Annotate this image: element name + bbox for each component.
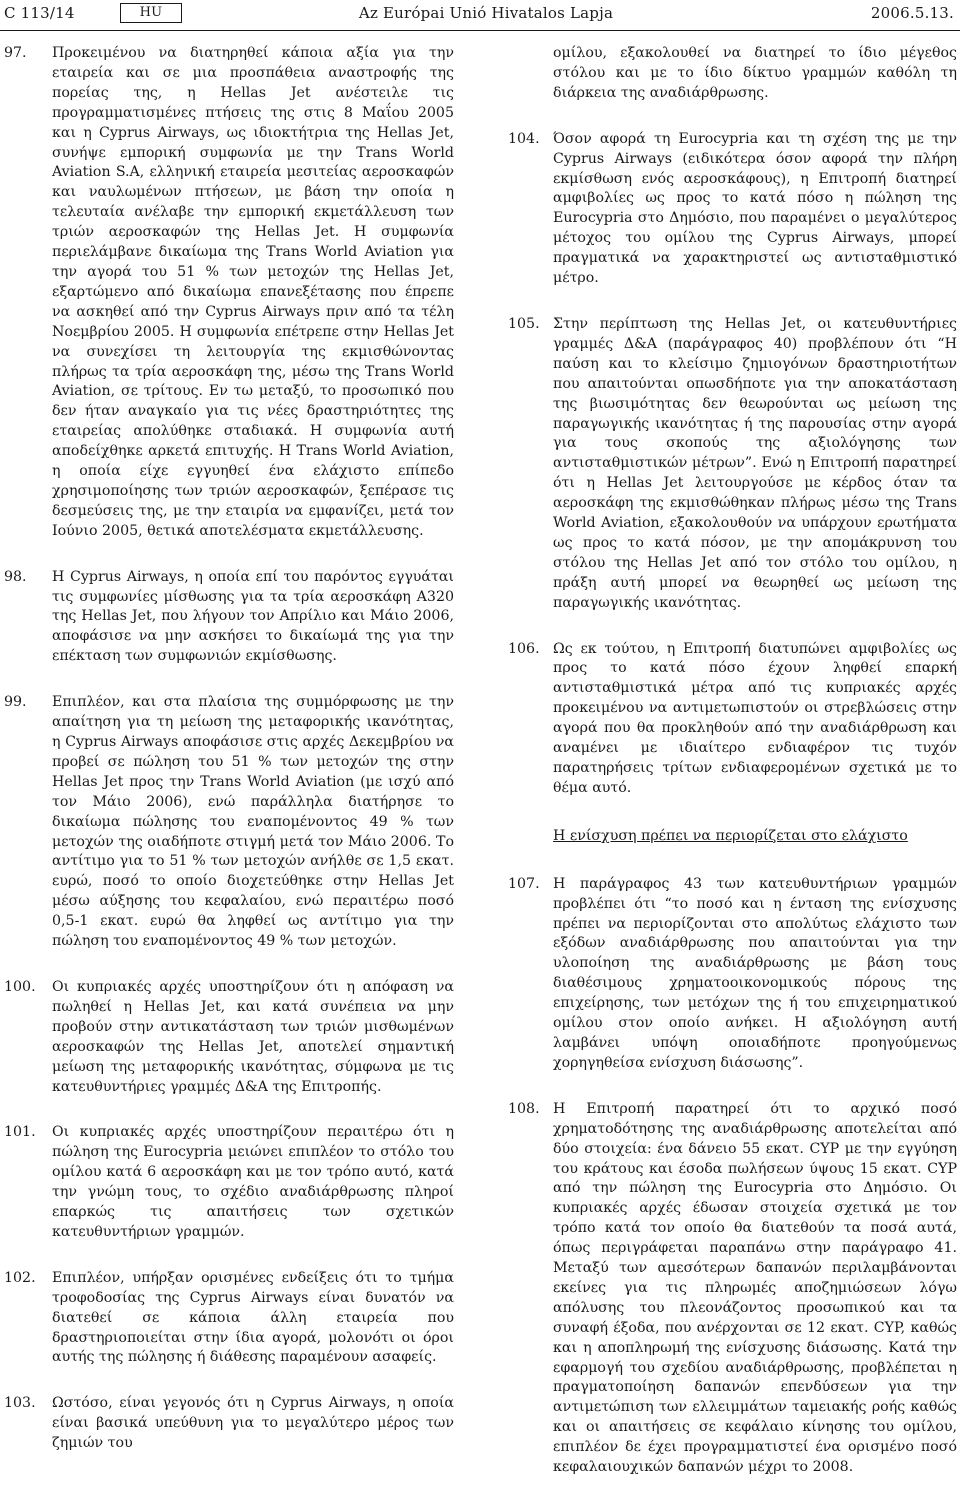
paragraph-text: Η Επιτροπή παρατηρεί ότι το αρχικό ποσό χρηματοδότησης της αναδιάρθρωσης αποτελείται από δύο στοιχεία: ένα δάνειο 55 εκατ. CYP με την εγγύηση του κράτους και έσοδα πωλήσεων ύψους 15 εκατ. CYP από την πώληση της Eurocypria στο Δημόσιο. Οι κυπριακές αρχές έδωσαν στοιχεία σχετικά με τον τρόπο κατά τον οποίο θα διατεθούν τα ποσά αυτά, όπως περιγράφεται παραπάνω στην παράγραφο 41. Μεταξύ των αμεσότερων δαπανών περιλαμβάνονται εκείνες για τις πληρωμές αποζημιώσεων λόγω απόλυσης του πλεονάζοντος προσωπικού και τα συναφή έξοδα, που ανέρχονται σε 12 εκατ. CYP, καθώς και η αποπληρωμή της ενίσχυσης διάσωσης. Κατά την εφαρμογή του σχεδίου αναδιάρθρωσης, προβλέπεται η πραγματοποίηση δαπανών επενδύσεων για την αντιμετώπιση των ελλειμμάτων ταμειακής ροής καθώς και οι απαιτήσεις σε κεφάλαιο κίνησης του ομίλου, επιπλέον δε έχει προγραμματιστεί ένα ορισμένο ποσό κεφαλαιουχικών δαπανών μέχρι το 2008. [553, 1100, 957, 1476]
paragraph-text: Στην περίπτωση της Hellas Jet, οι κατευθυντήριες γραμμές Δ&A (παράγραφος 40) προβλέπουν ότι “Η παύση και το κλείσιμο ζημιογόνων δραστηριοτήτων που απαιτούνται οπωσδήποτε για την αποκατάσταση της βιωσιμότητας δεν θεωρούνται ως μείωση της παραγωγικής ικανότητας ή της παρουσίας στην αγορά για τους σκοπούς της αξιολόγησης των αντισταθμιστικών μέτρων”. Ενώ η Επιτροπή παρατηρεί ότι η Hellas Jet λειτουργούσε με κέρδος όταν τα αεροσκάφη της εκμισθώθηκαν πλήρως μέσω της Trans World Aviation, εξακολουθούν να υπάρχουν ερωτήματα ως προς το κατά πόσον, με την απομάκρυνση του στόλου της Hellas Jet από τον στόλο του ομίλου, η πράξη αυτή μπορεί να θεωρηθεί ως μείωση της παραγωγικής ικανότητας. [553, 315, 957, 611]
section-subheading: Η ενίσχυση πρέπει να περιορίζεται στο ελάχιστο [553, 827, 908, 844]
paragraph-text: Ως εκ τούτου, η Επιτροπή διατυπώνει αμφιβολίες ως προς το κατά πόσο έχουν ληφθεί επαρκή αντισταθμιστικά μέτρα από τις κυπριακές αρχές προκειμένου να αντιμετωπιστούν οι στρεβλώσεις στην αγορά που θα προκληθούν από την αναδιάρθρωση και αναμένει με ιδιαίτερο ενδιαφέρον τις τυχόν παρατηρήσεις τρίτων ενδιαφερομένων σχετικά με το θέμα αυτό. [553, 640, 957, 796]
paragraph-103-continuation [508, 44, 957, 104]
paragraph-107 [508, 875, 957, 1074]
paragraph-text: Ωστόσο, είναι γεγονός ότι η Cyprus Airways, η οποία είναι βασικά υπεύθυνη για το μεγαλύτερο μέρος των ζημιών του [52, 1395, 454, 1452]
paragraph-number: 100. [4, 978, 36, 995]
paragraph-text: Οι κυπριακές αρχές υποστηρίζουν ότι η απόφαση να πωληθεί η Hellas Jet, και κατά συνέπεια να μην προβούν στην αντικατάσταση των τριών μισθωμένων αεροσκαφών της Hellas Jet, αποτελεί σημαντική μείωση της μεταφορικής ικανότητας, σύμφωνα με τις κατευθυντήριες γραμμές Δ&A της Επιτροπής. [52, 978, 454, 1095]
paragraph-105 [508, 315, 957, 614]
left-column [4, 44, 454, 1480]
paragraph-number: 108. [508, 1100, 540, 1117]
paragraph-text: Επιπλέον, υπήρξαν ορισμένες ενδείξεις ότι το τμήμα τροφοδοσίας της Cyprus Airways είναι δυνατόν να διατεθεί σε κάποια άλλη εταιρεία που δραστηριοποιείται στην ίδια αγορά, μολονότι οι όροι αυτής της πώλησης ή διάθεσης παραμένουν ασαφείς. [52, 1269, 454, 1366]
paragraph-number: 107. [508, 875, 540, 892]
right-column [508, 44, 957, 1504]
page-reference: C 113/14 [4, 4, 75, 22]
paragraph-102 [4, 1269, 454, 1369]
paragraph-number: 103. [4, 1395, 36, 1412]
language-code-box: HU [120, 3, 182, 23]
paragraph-number: 105. [508, 315, 540, 332]
paragraph-text: ομίλου, εξακολουθεί να διατηρεί το ίδιο μέγεθος στόλου και με το ίδιο δίκτυο γραμμών καθόλη τη διάρκεια της αναδιάρθρωσης. [553, 45, 957, 101]
paragraph-number: 98. [4, 568, 27, 585]
paragraph-number: 101. [4, 1124, 36, 1141]
paragraph-100 [4, 978, 454, 1097]
paragraph-text: Η παράγραφος 43 των κατευθυντήριων γραμμών προβλέπει ότι “το ποσό και η ένταση της ενίσχυσης πρέπει να περιορίζονται στο απολύτως ελάχιστο των εξόδων αναδιάρθρωσης που απαιτούνται για την υλοποίηση της αναδιάρθρωσης με βάση τους διαθέσιμους χρηματοοικονομικούς πόρους της επιχείρησης, των μετόχων της ή του επιχειρηματικού ομίλου στον οποίο ανήκει. Η αξιολόγηση αυτή λαμβάνει υπόψη οποιαδήποτε προηγούμενως χορηγηθείσα ενίσχυση διάσωσης”. [553, 875, 957, 1071]
paragraph-number: 102. [4, 1269, 36, 1286]
paragraph-number: 99. [4, 694, 27, 711]
paragraph-103 [4, 1394, 454, 1454]
page-header [0, 0, 960, 28]
journal-title: Az Európai Unió Hivatalos Lapja [358, 4, 614, 22]
paragraph-text: Οι κυπριακές αρχές υποστηρίζουν περαιτέρω ότι η πώληση της Eurocypria μειώνει επιπλέον το στόλο του ομίλου κατά 6 αεροσκάφη και με τον τρόπο αυτό, κατά την γνώμη τους, το σχέδιο αναδιάρθρωσης πληροί επαρκώς τις απαιτήσεις των σχετικών κατευθυντήριων γραμμών. [52, 1124, 454, 1240]
paragraph-number: 97. [4, 45, 27, 61]
paragraph-number: 106. [508, 640, 540, 657]
paragraph-101 [4, 1123, 454, 1242]
paragraph-106 [508, 640, 957, 799]
paragraph-text: Προκειμένου να διατηρηθεί κάποια αξία για την εταιρεία και σε μια προσπάθεια αναστροφής της πορείας της, η Hellas Jet ανέστειλε τις προγραμματισμένες πτήσεις της στις 8 Μαΐου 2005 και η Cyprus Airways, ως ιδιοκτήτρια της Hellas Jet, συνήψε εμπορική συμφωνία με την Trans World Aviation S.A, ελληνική εταιρεία μεσιτείας αεροσκαφών και ναυλωμένων πτήσεων, με βάση την οποία η τελευταία ανέλαβε την εμπορική εκμετάλλευση των τριών αεροσκαφών της Hellas Jet. Η συμφωνία περιελάμβανε δικαίωμα της Trans World Aviation για την αγορά του 51 % των μετοχών της Hellas Jet, εξαρτώμενο από δικαίωμα επανεξέτασης που έπρεπε να ασκηθεί από την Cyprus Airways πριν από τα τέλη Νοεμβρίου 2005. Η συμφωνία επέτρεπε στην Hellas Jet να συνεχίσει τη λειτουργία της εκμισθώνοντας πλήρως τα τρία αεροσκάφη της, μέσω της Trans World Aviation, σε τρίτους. Εν τω μεταξύ, το προσωπικό που δεν ήταν αναγκαίο για τις νέες δραστηριότητες της εταιρείας απολύθηκε σταδιακά. Η συμφωνία αυτή αποδείχθηκε αρκετά επιτυχής. Η Trans World Aviation, η οποία είχε εγγυηθεί ένα ελάχιστο επίπεδο χρησιμοποίησης των τριών αεροσκαφών, ξεπέρασε τις δεσμεύσεις της, με την εταιρία να εμφανίζει, μετά τον Ιούνιο 2005, θετικά αποτελέσματα εκμετάλλευσης. [52, 45, 454, 539]
paragraph-97 [4, 44, 454, 542]
paragraph-number: 104. [508, 130, 540, 147]
paragraph-104 [508, 130, 957, 289]
paragraph-text: Επιπλέον, και στα πλαίσια της συμμόρφωσης με την απαίτηση για τη μείωση της μεταφορικής ικανότητας, η Cyprus Airways αποφάσισε στις αρχές Δεκεμβρίου να προβεί σε πώληση του 51 % των μετοχών της στην Hellas Jet προς την Trans World Aviation (με ισχύ από τον Μάιο 2006), ενώ παράλληλα διατήρησε το δικαίωμα πώλησης του εναπομένοντος 49 % των μετοχών της οιαδήποτε στιγμή μετά τον Μάιο 2006. Το αντίτιμο για το 51 % των μετοχών ανήλθε σε 1,5 εκατ. ευρώ, ποσό το οποίο διοχετεύθηκε στην Hellas Jet μέσω αύξησης του κεφαλαίου, ενώ περαιτέρω ποσό 0,5-1 εκατ. ευρώ θα ληφθεί ως αντίτιμο για την πώληση του εναπομένοντος 49 % των μετοχών. [52, 694, 454, 950]
publication-date: 2006.5.13. [870, 4, 954, 22]
paragraph-text: Όσον αφορά τη Eurocypria και τη σχέση της με την Cyprus Airways (ειδικότερα όσον αφορά την πλήρη εκμίσθωση ενός αεροσκάφους), η Επιτροπή διατηρεί αμφιβολίες ως προς το κατά πόσο η πώληση της Eurocypria στο Δημόσιο, που παραμένει ο μεγαλύτερος μέτοχος του ομίλου της Cyprus Airways, μπορεί πραγματικά να χαρακτηριστεί ως αντισταθμιστικό μέτρο. [553, 130, 957, 287]
paragraph-108 [508, 1100, 957, 1478]
paragraph-text: Η Cyprus Airways, η οποία επί του παρόντος εγγυάται τις συμφωνίες μίσθωσης για τα τρία αεροσκάφη A320 της Hellas Jet, που λήγουν τον Απρίλιο και Μάιο 2006, αποφάσισε να μην ασκήσει το δικαίωμά της για την επέκταση των συμφωνιών εκμίσθωσης. [52, 568, 454, 665]
paragraph-98 [4, 568, 454, 668]
paragraph-99 [4, 693, 454, 952]
header-rule [0, 30, 960, 31]
